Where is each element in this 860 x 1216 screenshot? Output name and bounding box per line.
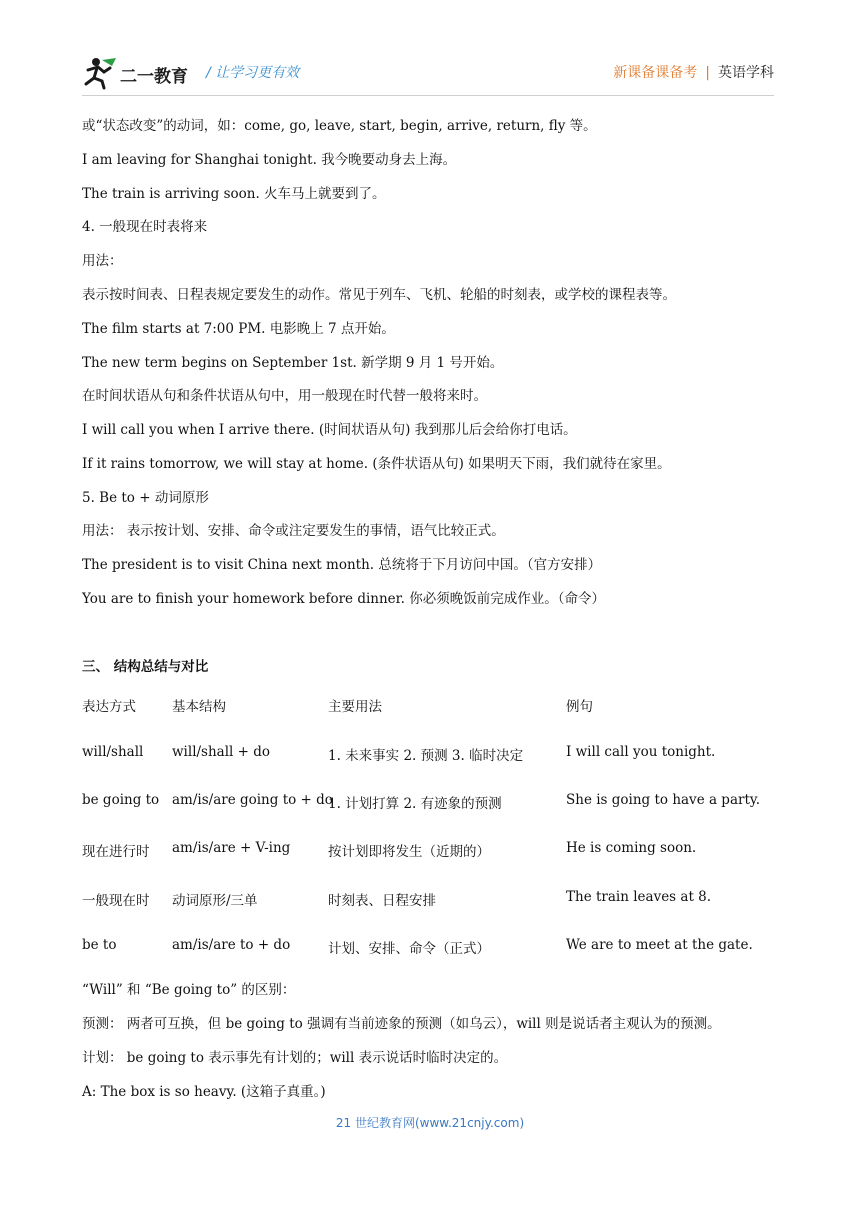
body-line: I will call you when I arrive there. (时间状语从句) 我到那儿后会给你打电话。 [82,422,577,438]
page-header [0,0,860,100]
table-header: 例句 [566,699,593,715]
body-line: The film starts at 7:00 PM. 电影晚上 7 点开始。 [82,321,395,337]
table-cell: am/is/are going to + do [172,792,333,808]
table-header: 基本结构 [172,699,226,715]
body-line: 计划： be going to 表示事先有计划的；will 表示说话时临时决定的。 [82,1050,508,1066]
table-cell: be to [82,937,117,953]
body-line: If it rains tomorrow, we will stay at home. (条件状语从句) 如果明天下雨，我们就待在家里。 [82,456,671,472]
table-header: 主要用法 [328,699,382,715]
body-line: 用法： 表示按计划、安排、命令或注定要发生的事情，语气比较正式。 [82,523,505,539]
body-line: 或“状态改变”的动词，如：come, go, leave, start, begin, arrive, return, fly 等。 [82,118,597,134]
body-line: You are to finish your homework before dinner. 你必须晚饭前完成作业。（命令） [82,591,605,607]
body-line: 4. 一般现在时表将来 [82,219,208,235]
body-line: A: The box is so heavy. (这箱子真重。) [82,1084,326,1100]
table-cell: He is coming soon. [566,840,697,856]
table-cell: 时刻表、日程安排 [328,893,436,909]
body-line: The train is arriving soon. 火车马上就要到了。 [82,186,386,202]
header-separator: | [705,65,710,81]
logo [82,56,194,90]
table-cell: will/shall [82,744,144,760]
table-cell: I will call you tonight. [566,744,716,760]
table-cell: 1. 计划打算 2. 有迹象的预测 [328,796,502,812]
table-cell: The train leaves at 8. [566,889,712,905]
table-cell: 1. 未来事实 2. 预测 3. 临时决定 [328,748,524,764]
section-title: 三、 结构总结与对比 [82,659,209,675]
table-cell: 现在进行时 [82,844,150,860]
body-line: 在时间状语从句和条件状语从句中，用一般现在时代替一般将来时。 [82,388,487,404]
runner-icon [86,58,116,88]
header-right [613,62,774,82]
body-line: The new term begins on September 1st. 新学期 9 月 1 号开始。 [82,355,504,371]
table-cell: We are to meet at the gate. [566,937,753,953]
course-label: 新课备课备考 [613,65,698,81]
subject-label: 英语学科 [718,65,774,81]
table-cell: 按计划即将发生（近期的） [328,844,490,860]
header-divider [82,95,774,96]
table-cell: will/shall + do [172,744,271,760]
body-line: 表示按时间表、日程表规定要发生的动作。常见于列车、飞机、轮船的时刻表，或学校的课程表等。 [82,287,676,303]
body-line: I am leaving for Shanghai tonight. 我今晚要动身去上海。 [82,152,457,168]
table-cell: 计划、安排、命令（正式） [328,941,490,957]
body-line: 5. Be to + 动词原形 [82,490,209,506]
slogan: / 让学习更有效 [206,65,300,81]
table-cell: 一般现在时 [82,893,150,909]
table-cell: She is going to have a party. [566,792,761,808]
table-cell: am/is/are to + do [172,937,291,953]
table-cell: be going to [82,792,160,808]
body-line: The president is to visit China next month. 总统将于下月访问中国。（官方安排） [82,557,602,573]
table-cell: am/is/are + V-ing [172,840,291,856]
body-line: 预测： 两者可互换，但 be going to 强调有当前迹象的预测（如乌云），will 则是说话者主观认为的预测。 [82,1016,721,1032]
body-line: “Will” 和 “Be going to” 的区别： [82,982,296,998]
page-footer: 21 世纪教育网(www.21cnjy.com) [335,1116,525,1130]
table-cell: 动词原形/三单 [172,893,258,909]
table-header: 表达方式 [82,699,136,715]
body-line: 用法： [82,253,123,269]
logo-text: 二一教育 [120,67,188,87]
